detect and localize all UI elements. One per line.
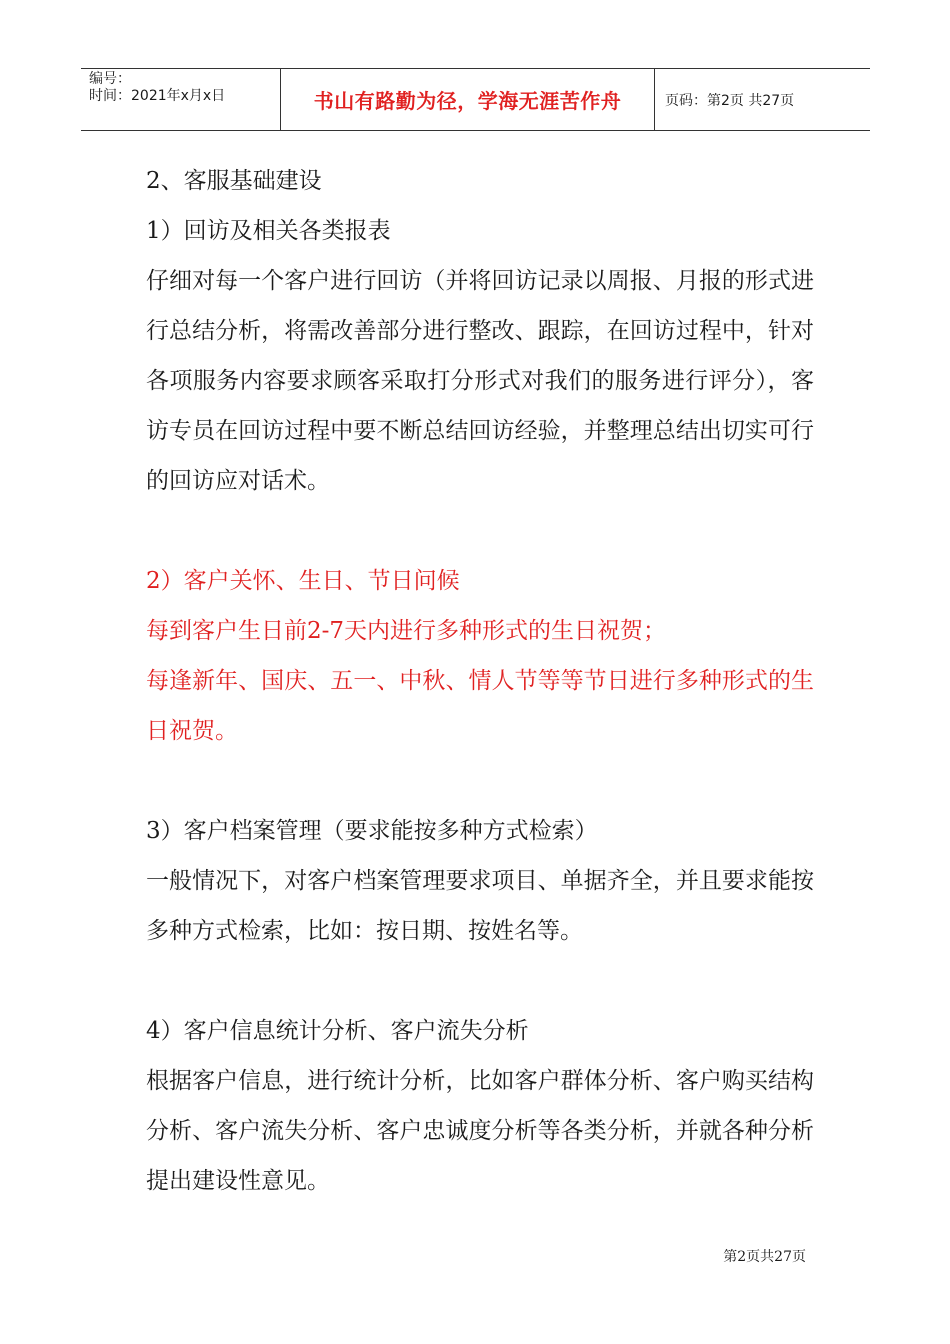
- page-footer: 第2页共27页: [723, 1249, 806, 1265]
- header-time-label: 时间：2021年x月x日: [89, 88, 226, 104]
- section-heading: 4）客户信息统计分析、客户流失分析: [146, 1018, 529, 1044]
- paragraph-gap: [146, 756, 814, 806]
- header-meta: [81, 69, 281, 130]
- document-body: [146, 156, 814, 1206]
- body-paragraph: 每到客户生日前2-7天内进行多种形式的生日祝贺；: [146, 618, 667, 644]
- document-header: [81, 68, 870, 131]
- body-paragraph: 仔细对每一个客户进行回访（并将回访记录以周报、月报的形式进行总结分析，将需改善部分进行整改、跟踪，在回访过程中，针对各项服务内容要求顾客采取打分形式对我们的服务进行评分），客访专员在回访过程中要不断总结回访经验，并整理总结出切实可行的回访应对话术。: [146, 268, 814, 494]
- paragraph-gap: [146, 956, 814, 1006]
- paragraph-gap: [146, 506, 814, 556]
- body-paragraph: 根据客户信息，进行统计分析，比如客户群体分析、客户购买结构分析、客户流失分析、客户忠诚度分析等各类分析，并就各种分析提出建设性意见。: [146, 1068, 814, 1194]
- section-heading: 2、客服基础建设: [146, 168, 322, 194]
- body-paragraph: 一般情况下，对客户档案管理要求项目、单据齐全，并且要求能按多种方式检索，比如：按日期、按姓名等。: [146, 868, 814, 944]
- header-number-label: 编号：: [89, 71, 131, 87]
- section-heading: 1）回访及相关各类报表: [146, 218, 391, 244]
- section-heading: 2）客户关怀、生日、节日问候: [146, 568, 460, 594]
- section-heading: 3）客户档案管理（要求能按多种方式检索）: [146, 818, 598, 844]
- header-page-info: 页码：第2页 共27页: [665, 92, 795, 109]
- header-motto: 书山有路勤为径，学海无涯苦作舟: [281, 69, 655, 130]
- body-paragraph: 每逢新年、国庆、五一、中秋、情人节等等节日进行多种形式的生日祝贺。: [146, 668, 814, 744]
